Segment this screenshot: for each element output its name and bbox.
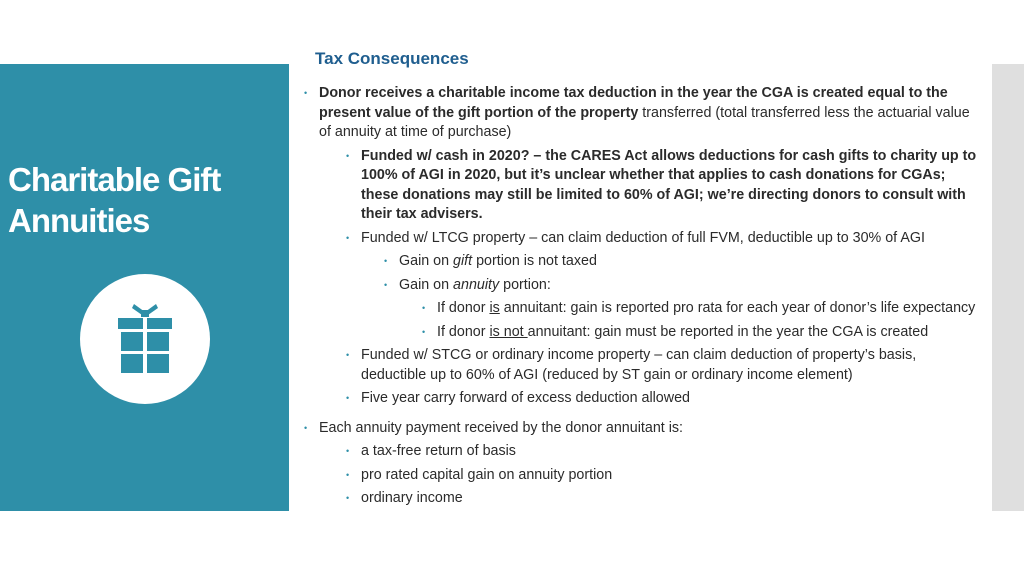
bullet-icon: • [384, 256, 388, 266]
capital-gain-text: pro rated capital gain on annuity portion [361, 466, 613, 483]
list-item [300, 276, 985, 296]
text-segment: is not [489, 323, 528, 340]
tax-free-text: a tax-free return of basis [361, 443, 516, 459]
annuity-payment-text: Each annuity payment received by the donor annuitant is: [319, 419, 684, 436]
deduction-bold-text: Donor receives a charitable income tax deduction in the year the CGA is created equal to the present value of the gift portion of the property [319, 85, 948, 121]
bullet-icon: • [346, 493, 350, 503]
cash-funding-text: Funded w/ cash in 2020? – the CARES Act allows deductions for cash gifts to charity up to 100% of AGI in 2020, but it’s unclear whether that applies to cash donations for CGAs; these donations may still be limited to 60% of AGI; we’re directing donors to consult with their tax advisers. [361, 147, 977, 222]
list-item [300, 299, 985, 319]
stcg-funding-text: Funded w/ STCG or ordinary income property – can claim deduction of property’s basis, deductible up to 60% of AGI (reduced by ST gain or ordinary income element) [361, 347, 917, 383]
text-segment: If donor [437, 323, 490, 340]
list-item [300, 229, 985, 249]
text-segment: If donor [437, 300, 490, 316]
text-segment: is [489, 300, 500, 316]
bullet-icon: • [304, 422, 308, 433]
list-item [300, 419, 985, 439]
bullet-list [300, 84, 985, 513]
bullet-icon: • [346, 469, 350, 480]
right-side-bar [992, 64, 1024, 511]
text-segment: annuitant: gain is reported pro rata for each year of donor’s life expectancy [499, 300, 976, 316]
gift-icon [116, 304, 174, 374]
text-segment: annuity [453, 276, 500, 293]
bullet-icon: • [346, 150, 350, 161]
title-panel [0, 64, 289, 511]
list-item [300, 489, 985, 509]
panel-title-line1: Charitable Gift [8, 161, 221, 198]
panel-title [8, 159, 220, 241]
text-segment: Gain on [399, 253, 454, 269]
bullet-icon: • [422, 303, 426, 313]
list-item [300, 323, 985, 343]
bullet-icon: • [346, 232, 350, 243]
list-item [300, 252, 985, 272]
list-item [300, 389, 985, 409]
text-segment: portion: [499, 276, 551, 293]
bullet-icon: • [304, 88, 308, 98]
list-item [300, 466, 985, 486]
text-segment: gift [453, 253, 473, 269]
carry-forward-text: Five year carry forward of excess deduction allowed [361, 390, 690, 406]
bullet-icon: • [346, 350, 350, 360]
section-title: Tax Consequences [315, 49, 469, 68]
ltcg-funding-text: Funded w/ LTCG property – can claim deduction of full FVM, deductible up to 30% of AGI [361, 229, 925, 246]
list-item [300, 84, 985, 143]
text-segment: portion is not taxed [472, 253, 597, 269]
text-segment: annuitant: gain must be reported in the year the CGA is created [527, 323, 929, 340]
ordinary-income-text: ordinary income [361, 490, 463, 506]
bullet-icon: • [346, 393, 350, 403]
bullet-icon: • [422, 326, 426, 337]
icon-circle [80, 274, 210, 404]
list-item [300, 147, 985, 225]
list-item [300, 346, 985, 385]
bullet-icon: • [384, 279, 388, 290]
text-segment: Gain on [399, 276, 454, 293]
deduction-rest-text: transferred (total transferred less the actuarial value of annuity at time of purchase) [319, 104, 970, 140]
bullet-icon: • [346, 446, 350, 456]
panel-title-line2: Annuities [8, 202, 150, 239]
list-item [300, 442, 985, 462]
